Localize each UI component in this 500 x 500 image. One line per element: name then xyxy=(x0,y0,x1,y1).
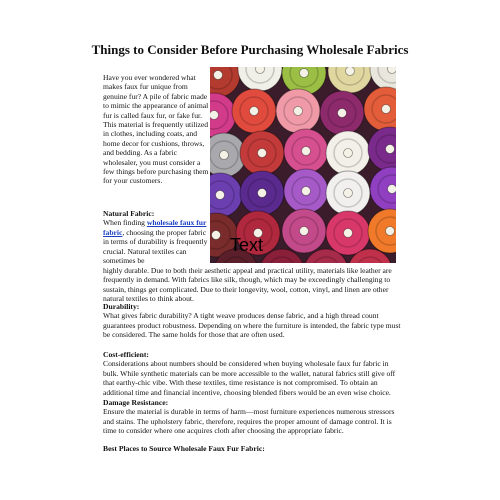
natural-fabric-section xyxy=(103,209,211,265)
fabric-roll xyxy=(232,89,276,133)
fabric-roll xyxy=(326,131,370,175)
natural-fabric-heading: Natural Fabric: xyxy=(103,209,155,218)
damage-resistance-text: Ensure the material is durable in terms of harm—most furniture experiences numerous stressors and stains. The upholstery fabric, therefore, requires the proper amount of damage control. It is time to consider where one acquires cloth after choosing the appropriate fabric. xyxy=(103,407,395,436)
cost-efficient-text: Considerations about numbers should be considered when buying wholesale faux fur fabric in bulk. While synthetic materials can be more accessible to the wallet, natural fabrics still give off that earthy-chic vibe. With these textiles, time resistance is not compromised. To obtain an additional time and financial incentive, choosing blended fibers would be an even wise choice. xyxy=(103,359,396,397)
fabric-roll xyxy=(328,67,372,93)
natural-fabric-continued: highly durable. Due to both their aesthetic appeal and practical utility, materials like leather are frequently in demand. With fabrics like silk, though, which may be exceedingly challenging to sustain, things get complicated. Due to their longevity, wool, cotton, vinyl, and linen are other natural textiles to think about. xyxy=(103,266,392,304)
fabric-roll xyxy=(368,209,396,253)
intro-paragraph: Have you ever wondered what makes faux fur unique from genuine fur? A pile of fabric made to mimic the appearance of animal fur is called faux fur, or fake fur. This material is frequently utilized in clothes, including coats, and home decor for cushions, throws, and bedding. As a fabric wholesaler, you must consider a few things before purchasing them for your customers. xyxy=(103,73,209,186)
wholesale-faux-fur-link[interactable]: wholesale faux fur fabric xyxy=(103,218,207,237)
fabric-roll xyxy=(210,173,242,217)
page-title: Things to Consider Before Purchasing Wholesale Fabrics xyxy=(91,42,409,57)
durability-text: What gives fabric durability? A tight weave produces dense fabric, and a high thread count guarantees product robustness. Depending on where the furniture is intended, the fabric type must be considered. The same holds for those that are often used. xyxy=(103,311,401,340)
fabric-roll xyxy=(364,87,396,131)
damage-resistance-section xyxy=(103,398,403,436)
best-places-heading: Best Places to Source Wholesale Faux Fur Fabric: xyxy=(103,444,265,453)
fabric-roll xyxy=(276,89,320,133)
damage-resistance-heading: Damage Resistance: xyxy=(103,398,169,407)
natural-fabric-text xyxy=(103,218,211,265)
fabric-roll xyxy=(370,167,396,211)
fabric-roll xyxy=(238,67,282,91)
fabric-roll xyxy=(284,129,328,173)
durability-section xyxy=(103,302,403,340)
fabric-roll xyxy=(326,171,370,215)
fabric-roll xyxy=(282,209,326,253)
fabric-roll xyxy=(326,211,370,255)
fabric-roll xyxy=(284,169,328,213)
fabric-roll xyxy=(210,67,240,97)
fabric-rolls-illustration xyxy=(210,67,396,263)
overlay-text-label: Text xyxy=(230,235,264,255)
fabric-roll xyxy=(368,127,396,171)
fabric-roll xyxy=(240,131,284,175)
fabric-roll xyxy=(240,171,284,215)
natural-after-link: , choosing the proper fabric in terms of durability is frequently crucial. Natural textiles can sometimes be xyxy=(103,227,208,266)
cost-efficient-section xyxy=(103,350,403,397)
fabric-rolls-image xyxy=(210,67,396,263)
best-places-section xyxy=(103,444,403,453)
cost-efficient-heading: Cost-efficient: xyxy=(103,350,149,359)
natural-before-link: When finding xyxy=(103,218,147,228)
durability-heading: Durability: xyxy=(103,302,140,311)
fabric-roll xyxy=(320,91,364,135)
